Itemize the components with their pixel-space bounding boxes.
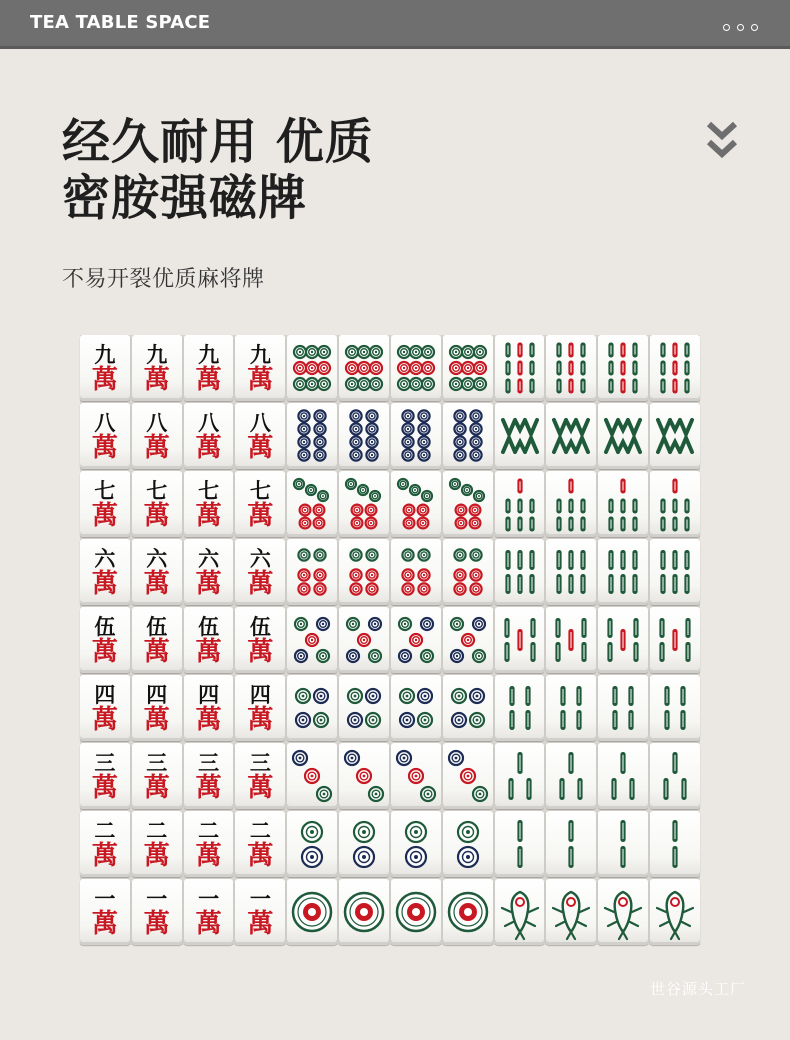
tile-wan-char: 萬 (91, 500, 118, 531)
tile-wan-char: 萬 (195, 432, 222, 463)
tile-wan-char: 萬 (91, 704, 118, 735)
tile-wan-char: 萬 (143, 500, 170, 531)
tile-wan-char: 萬 (247, 568, 274, 599)
circle-tile (287, 879, 337, 945)
headline (62, 114, 374, 226)
character-tile (184, 335, 234, 401)
subtitle: 不易开裂优质麻将牌 (62, 267, 265, 292)
tile-numeral: 九 (198, 341, 220, 367)
bamboo-tile (650, 471, 700, 537)
tile-numeral: 七 (249, 477, 271, 503)
bamboo-tile (546, 403, 596, 469)
tile-numeral: 伍 (249, 613, 271, 639)
tile-numeral: 九 (249, 341, 271, 367)
tile-wan-char: 萬 (195, 500, 222, 531)
tile-numeral: 三 (146, 749, 168, 775)
bird-icon (495, 879, 545, 945)
bamboo-tile (650, 743, 700, 809)
character-tile (184, 607, 234, 673)
tile-wan-char: 萬 (195, 364, 222, 395)
circle-tile (339, 471, 389, 537)
circle-tile (287, 403, 337, 469)
character-tile (184, 539, 234, 605)
bamboo-tile (546, 539, 596, 605)
bamboo-tile (546, 743, 596, 809)
character-tile (132, 811, 182, 877)
tile-wan-char: 萬 (195, 840, 222, 871)
bamboo-tile (650, 607, 700, 673)
circle-tile (443, 403, 493, 469)
tile-wan-char: 萬 (195, 772, 222, 803)
character-tile (184, 471, 234, 537)
bamboo-tile (495, 403, 545, 469)
circle-tile (443, 607, 493, 673)
tile-numeral: 七 (198, 477, 220, 503)
tile-wan-char: 萬 (247, 772, 274, 803)
character-tile (235, 675, 285, 741)
circle-tile (287, 539, 337, 605)
tile-numeral: 二 (94, 817, 116, 843)
tile-numeral: 一 (198, 885, 220, 911)
tile-numeral: 六 (198, 545, 220, 571)
character-tile (80, 471, 130, 537)
circle-tile (339, 335, 389, 401)
character-tile (235, 403, 285, 469)
character-tile (235, 811, 285, 877)
bamboo-tile (598, 471, 648, 537)
character-tile (80, 743, 130, 809)
tile-numeral: 四 (249, 681, 271, 707)
tile-numeral: 伍 (94, 613, 116, 639)
bamboo-tile (598, 539, 648, 605)
character-tile (184, 879, 234, 945)
character-tile (80, 675, 130, 741)
character-tile (235, 607, 285, 673)
character-tile (235, 743, 285, 809)
bamboo-tile (495, 811, 545, 877)
tile-wan-char: 萬 (143, 568, 170, 599)
circle-tile (339, 403, 389, 469)
character-tile (80, 879, 130, 945)
circle-tile (287, 811, 337, 877)
circle-tile (339, 743, 389, 809)
tile-numeral: 一 (146, 885, 168, 911)
bamboo-tile (495, 675, 545, 741)
tile-numeral: 四 (198, 681, 220, 707)
bamboo-tile (598, 607, 648, 673)
tile-wan-char: 萬 (247, 364, 274, 395)
bamboo-tile (495, 539, 545, 605)
circle-tile (287, 607, 337, 673)
bamboo-tile (546, 675, 596, 741)
tile-numeral: 六 (94, 545, 116, 571)
bamboo-tile (650, 539, 700, 605)
circle-tile (443, 675, 493, 741)
bamboo-tile (495, 743, 545, 809)
tile-numeral: 伍 (146, 613, 168, 639)
tile-wan-char: 萬 (247, 840, 274, 871)
character-tile (80, 607, 130, 673)
tile-numeral: 九 (146, 341, 168, 367)
bamboo-tile (546, 607, 596, 673)
bamboo-tile (495, 607, 545, 673)
character-tile (80, 403, 130, 469)
tile-wan-char: 萬 (195, 704, 222, 735)
bamboo-tile (598, 675, 648, 741)
bamboo-tile (546, 335, 596, 401)
tile-numeral: 二 (146, 817, 168, 843)
circle-tile (287, 675, 337, 741)
tile-numeral: 一 (94, 885, 116, 911)
tile-numeral: 二 (198, 817, 220, 843)
circle-tile (391, 879, 441, 945)
circle-tile (287, 335, 337, 401)
bamboo-tile (598, 335, 648, 401)
tile-numeral: 六 (146, 545, 168, 571)
watermark: 世谷源头工厂 (649, 980, 746, 998)
circle-tile (391, 607, 441, 673)
bamboo-tile (546, 471, 596, 537)
circle-tile (391, 539, 441, 605)
bamboo-tile (650, 675, 700, 741)
tile-numeral: 一 (249, 885, 271, 911)
tile-wan-char: 萬 (143, 704, 170, 735)
circle-tile (339, 675, 389, 741)
circle-tile (443, 335, 493, 401)
bamboo-tile (598, 811, 648, 877)
tile-numeral: 七 (94, 477, 116, 503)
circle-tile (443, 879, 493, 945)
tile-wan-char: 萬 (143, 432, 170, 463)
tile-wan-char: 萬 (91, 908, 118, 939)
tile-numeral: 八 (198, 409, 220, 435)
tile-wan-char: 萬 (91, 568, 118, 599)
tile-numeral: 九 (94, 341, 116, 367)
circle-tile (391, 335, 441, 401)
bird-icon (650, 879, 700, 945)
double-chevron-down-icon (706, 120, 738, 162)
bamboo-tile (650, 335, 700, 401)
tile-numeral: 八 (249, 409, 271, 435)
character-tile (184, 403, 234, 469)
bird-icon (598, 879, 648, 945)
bamboo-tile (495, 335, 545, 401)
headline-line-1: 经久耐用 优质 (62, 114, 374, 170)
bamboo-tile (546, 811, 596, 877)
tile-numeral: 四 (146, 681, 168, 707)
tile-wan-char: 萬 (91, 840, 118, 871)
tile-wan-char: 萬 (91, 364, 118, 395)
character-tile (132, 403, 182, 469)
character-tile (80, 811, 130, 877)
character-tile (235, 471, 285, 537)
bamboo-tile (495, 471, 545, 537)
circle-tile (443, 471, 493, 537)
bamboo-tile (598, 403, 648, 469)
bird-icon (546, 879, 596, 945)
tile-numeral: 三 (249, 749, 271, 775)
headline-line-2: 密胺强磁牌 (62, 170, 308, 226)
character-tile (132, 879, 182, 945)
bamboo-tile (650, 403, 700, 469)
character-tile (235, 879, 285, 945)
circle-tile (339, 607, 389, 673)
tile-numeral: 三 (198, 749, 220, 775)
character-tile (132, 539, 182, 605)
tile-wan-char: 萬 (143, 772, 170, 803)
circle-tile (339, 879, 389, 945)
character-tile (132, 743, 182, 809)
character-tile (184, 811, 234, 877)
tile-numeral: 三 (94, 749, 116, 775)
tile-wan-char: 萬 (247, 432, 274, 463)
tile-wan-char: 萬 (195, 568, 222, 599)
circle-tile (391, 743, 441, 809)
character-tile (80, 335, 130, 401)
tile-wan-char: 萬 (247, 908, 274, 939)
character-tile (235, 335, 285, 401)
tile-numeral: 伍 (198, 613, 220, 639)
tile-wan-char: 萬 (195, 636, 222, 667)
character-tile (132, 607, 182, 673)
circle-tile (287, 471, 337, 537)
brand-title: TEA TABLE SPACE (30, 12, 211, 33)
character-tile (235, 539, 285, 605)
circle-tile (391, 675, 441, 741)
mahjong-tile-board (80, 335, 700, 945)
top-bar (0, 0, 790, 49)
circle-tile (391, 471, 441, 537)
tile-numeral: 二 (249, 817, 271, 843)
tile-wan-char: 萬 (195, 908, 222, 939)
circle-tile (443, 743, 493, 809)
tile-numeral: 八 (146, 409, 168, 435)
character-tile (132, 675, 182, 741)
character-tile (184, 743, 234, 809)
circle-tile (339, 811, 389, 877)
tile-numeral: 四 (94, 681, 116, 707)
tile-wan-char: 萬 (91, 636, 118, 667)
tile-wan-char: 萬 (143, 636, 170, 667)
bamboo-tile (598, 743, 648, 809)
tile-wan-char: 萬 (143, 364, 170, 395)
circle-tile (391, 811, 441, 877)
circle-tile (391, 403, 441, 469)
character-tile (132, 335, 182, 401)
circle-tile (339, 539, 389, 605)
tile-wan-char: 萬 (91, 432, 118, 463)
circle-tile (443, 811, 493, 877)
tile-numeral: 七 (146, 477, 168, 503)
tile-numeral: 六 (249, 545, 271, 571)
character-tile (184, 675, 234, 741)
tile-wan-char: 萬 (247, 636, 274, 667)
circle-tile (287, 743, 337, 809)
character-tile (80, 539, 130, 605)
tile-wan-char: 萬 (143, 908, 170, 939)
tile-wan-char: 萬 (247, 704, 274, 735)
character-tile (132, 471, 182, 537)
circle-tile (443, 539, 493, 605)
bamboo-tile (650, 811, 700, 877)
tile-numeral: 八 (94, 409, 116, 435)
dots-icon (723, 24, 758, 31)
tile-wan-char: 萬 (143, 840, 170, 871)
tile-wan-char: 萬 (91, 772, 118, 803)
tile-wan-char: 萬 (247, 500, 274, 531)
